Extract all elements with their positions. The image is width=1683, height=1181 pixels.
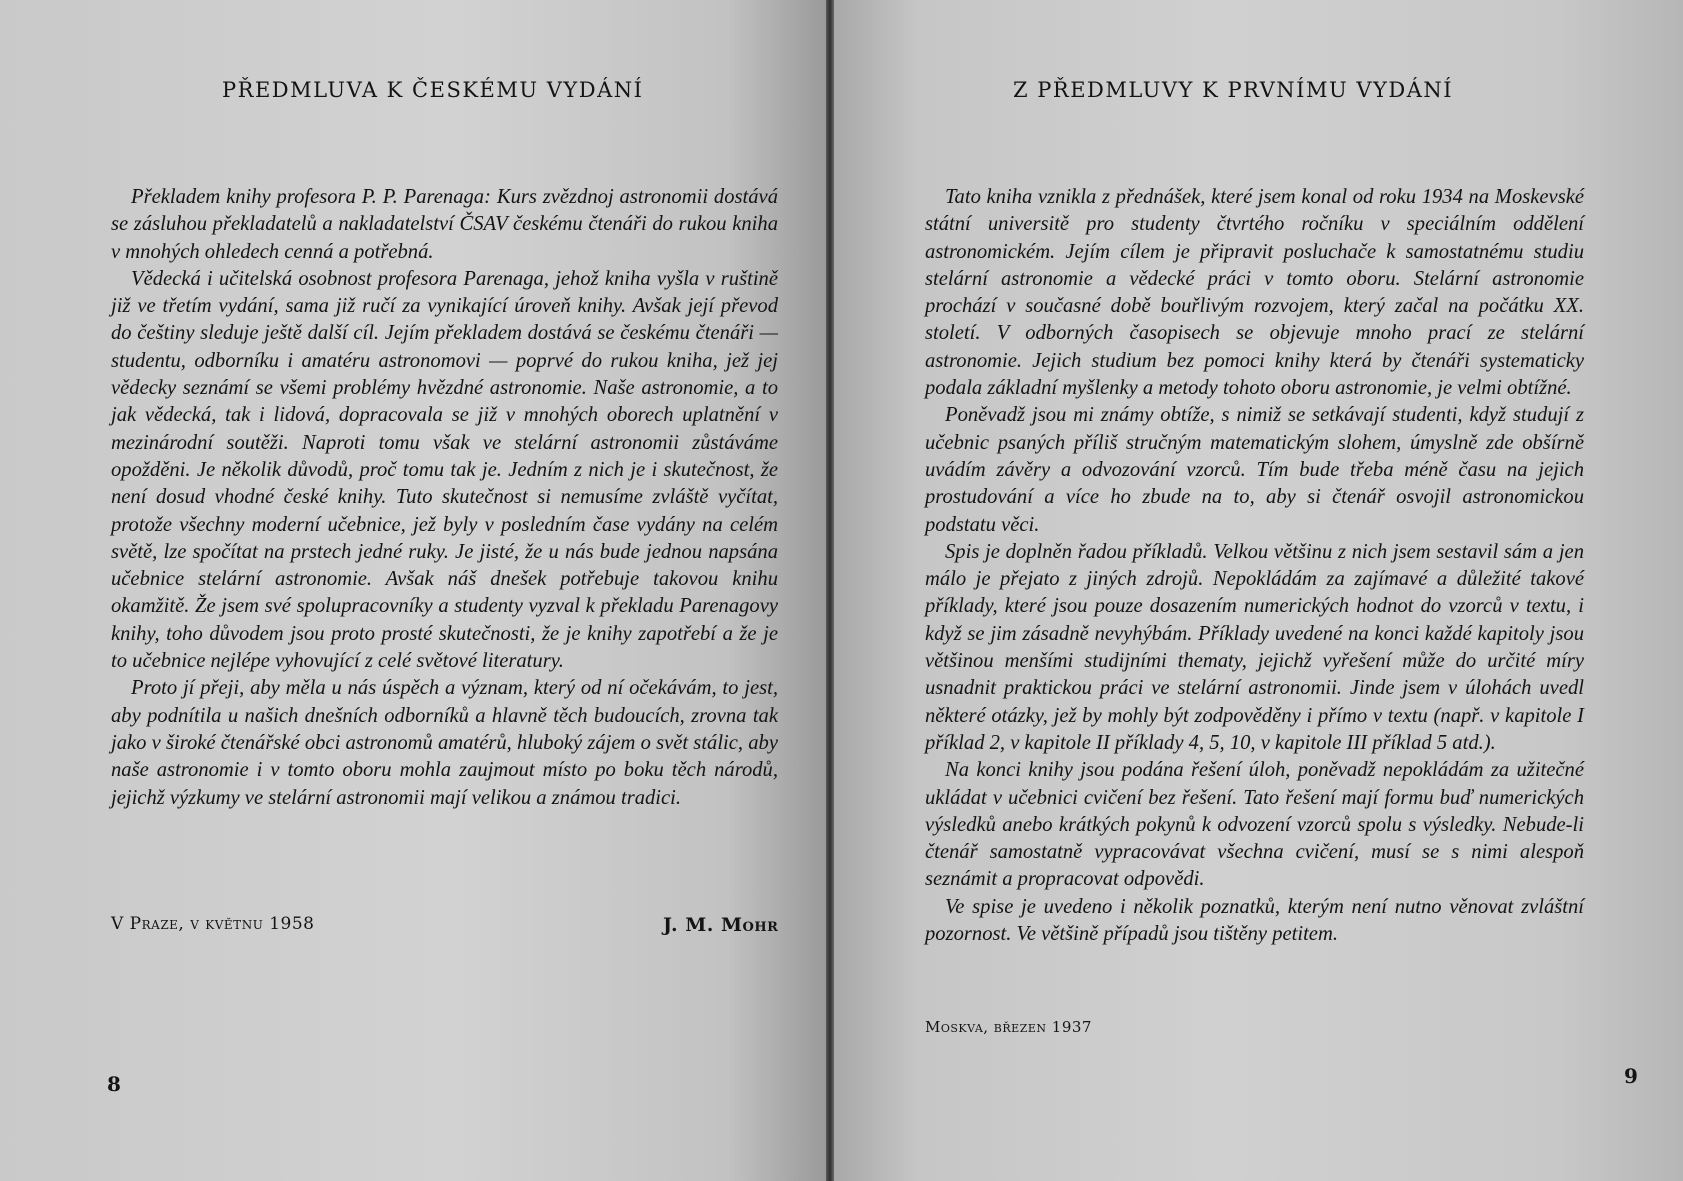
paragraph: Spis je doplněn řadou příkladů. Velkou většinu z nich jsem sestavil sám a jen málo je přejato z jiných zdrojů. Nepokládám za zajímavé a důležité takové příklady, které jsou pouze dosazením numerických hodnot do vzorců v textu, i když se jim zásadně nevyhýbám. Příklady uvedené na konci každé kapitoly jsou většinou menšími studijními thematy, jejichž vyřešení může do určité míry usnadnit praktickou práci ve stelární astronomii. Jinde jsem v úlohách uvedl některé otázky, jež by mohly být zodpověděny i přímo v textu (např. v kapitole I příklad 2, v kapitole II příklady 4, 5, 10, v kapitole III příklad 5 atd.). <box>925 540 1584 754</box>
page-heading: Z PŘEDMLUVY K PRVNÍMU VYDÁNÍ <box>1013 78 1454 102</box>
paragraph: Na konci knihy jsou podána řešení úloh, poněvadž nepokládám za užitečné ukládat v učebnici cvičení bez řešení. Tato řešení mají formu buď numerických výsledků anebo krátkých pokynů k odvození vzorců spolu s výsledky. Nebude-li čtenář samostatně vypracovávat všechna cvičení, musí se s nimi alespoň seznámit a propracovat odpovědi. <box>925 759 1584 891</box>
paragraph: Poněvadž jsou mi známy obtíže, s nimiž se setkávají studenti, když studují z učebnic psaných příliš stručným matematickým slohem, úmyslně zde obšírně uvádím závěry a odvozování vzorců. Tím bude třeba méně času na jejich prostudování a více ho zbude na to, aby si čtenář osvojil astronomickou podstatu věci. <box>925 404 1584 536</box>
body-text <box>925 184 1584 948</box>
author-signature: J. M. Mohr <box>663 914 779 936</box>
page-number: 9 <box>1624 1064 1638 1088</box>
page-heading: PŘEDMLUVA K ČESKÉMU VYDÁNÍ <box>222 78 644 102</box>
place-date: V Praze, v květnu 1958 <box>111 914 315 934</box>
book-gutter <box>826 0 834 1181</box>
paragraph: Tato kniha vznikla z přednášek, které jsem konal od roku 1934 na Moskevské státní universitě pro studenty čtvrtého ročníku v speciálním oddělení astronomickém. Jejím cílem je připravit posluchače k samostatnému studiu stelární astronomie a vědecké práci v tomto oboru. Stelární astronomie prochází v současné době bouřlivým rozvojem, který začal na počátku XX. století. V odborných časopisech se objevuje mnoho prací ze stelární astronomie. Jejich studium bez pomoci knihy která by čtenáři systematicky podala základní myšlenky a metody tohoto oboru astronomie, je velmi obtížné. <box>925 186 1584 400</box>
paragraph: Vědecká i učitelská osobnost profesora Parenaga, jehož kniha vyšla v ruštině již ve třetím vydání, sama již ručí za vynikající úroveň knihy. Avšak její převod do češtiny sleduje ještě další cíl. Jejím překladem dostává se českému čtenáři — studentu, odborníku i amatéru astronomovi — poprvé do rukou kniha, jež jej vědecky seznámí se všemi problémy hvězdné astronomie. Naše astronomie, a to jak vědecká, tak i lidová, dopracovala se již v mnohých oborech uplatnění v mezinárodní soutěži. Naproti tomu však ve stelární astronomii zůstáváme opožděni. Je několik důvodů, proč tomu tak je. Jedním z nich je i skutečnost, že není dosud vhodné české knihy. Tuto skutečnost si nemusíme zvláště vyčítat, protože všechny moderní učebnice, jež byly v posledním čase vydány na celém světě, lze spočítat na prstech jedné ruky. Je jisté, že u nás bude jednou napsána učebnice stelární astronomie. Avšak náš dnešek potřebuje takovou knihu okamžitě. Že jsem své spolupracovníky a studenty vyzval k překladu Parenagovy knihy, toho důvodem jsou proto prosté skutečnosti, že je knihy zapotřebí a že je to učebnice nejlépe vyhovující z celé světové literatury. <box>111 267 778 673</box>
left-page <box>0 0 826 1181</box>
paragraph: Proto jí přeji, aby měla u nás úspěch a význam, který od ní očekávám, to jest, aby podnítila u našich dnešních odborníků a hlavně těch budoucích, zrovna tak jako v široké čtenářské obci astronomů amatérů, hluboký zájem o svět stálic, aby naše astronomie i v tomto oboru mohla zaujmout místo po boku těch národů, jejichž výzkumy ve stelární astronomii mají velikou a známou tradici. <box>111 677 778 809</box>
place-date: Moskva, březen 1937 <box>925 1018 1092 1036</box>
right-page <box>834 0 1683 1181</box>
page-number: 8 <box>107 1072 121 1096</box>
paragraph: Překladem knihy profesora P. P. Parenaga: Kurs zvězdnoj astronomii dostává se zásluhou překladatelů a nakladatelství ČSAV českému čtenáři do rukou kniha v mnohých ohledech cenná a potřebná. <box>111 186 778 263</box>
paragraph: Ve spise je uvedeno i několik poznatků, kterým není nutno věnovat zvláštní pozornost. Ve většině případů jsou tištěny petitem. <box>925 895 1584 946</box>
body-text <box>111 184 778 812</box>
